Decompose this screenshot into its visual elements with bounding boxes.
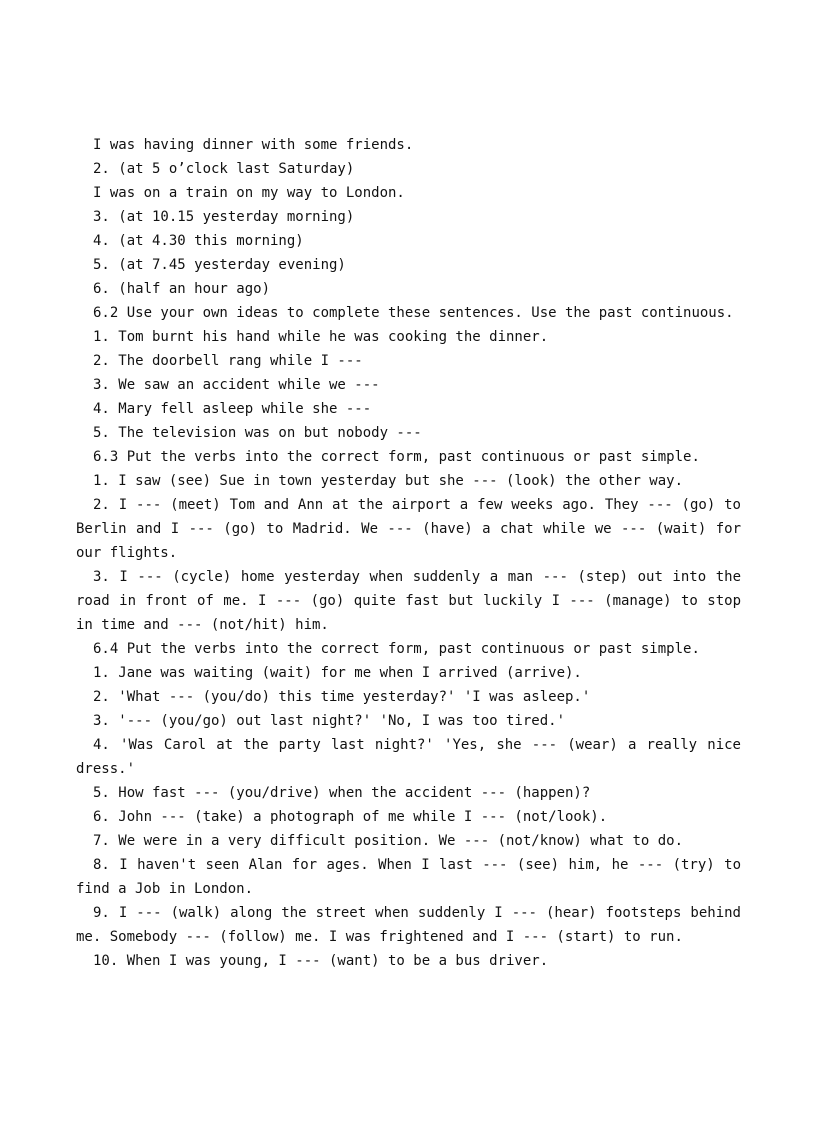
section-heading-6-4: 6.4 Put the verbs into the correct form, past continuous or past simple. [93,641,700,657]
exercise-item: 1. I saw (see) Sue in town yesterday but she --- (look) the other way. [93,473,684,489]
exercise-item: 3. (at 10.15 yesterday morning) [93,209,355,225]
exercise-item: 3. We saw an accident while we --- [93,377,380,393]
exercise-item: 5. The television was on but nobody --- [93,425,422,441]
answer-line: I was having dinner with some friends. [93,137,414,153]
exercise-item: 2. 'What --- (you/do) this time yesterday?' 'I was asleep.' [93,689,591,705]
exercise-item: 1. Jane was waiting (wait) for me when I arrived (arrive). [93,665,582,681]
answer-line: I was on a train on my way to London. [93,185,405,201]
exercise-item: 2. (at 5 o’clock last Saturday) [93,161,355,177]
exercise-text [76,133,741,973]
exercise-item: 5. How fast --- (you/drive) when the accident --- (happen)? [93,785,591,801]
exercise-item: 3. '--- (you/go) out last night?' 'No, I was too tired.' [93,713,566,729]
exercise-item: 5. (at 7.45 yesterday evening) [93,257,346,273]
exercise-item: 2. I --- (meet) Tom and Ann at the airport a few weeks ago. They --- (go) to Berlin and I --- (go) to Madrid. We --- (have) a chat while we --- (wait) for our flights. [76,497,741,561]
section-heading-6-2: 6.2 Use your own ideas to complete these sentences. Use the past continuous. [93,305,734,321]
exercise-item: 4. (at 4.30 this morning) [93,233,304,249]
exercise-item: 4. Mary fell asleep while she --- [93,401,372,417]
exercise-item: 2. The doorbell rang while I --- [93,353,363,369]
exercise-item: 8. I haven't seen Alan for ages. When I last --- (see) him, he --- (try) to find a Job in London. [76,857,741,897]
exercise-item: 7. We were in a very difficult position. We --- (not/know) what to do. [93,833,684,849]
exercise-item: 4. 'Was Carol at the party last night?' 'Yes, she --- (wear) a really nice dress.' [76,737,741,777]
exercise-item: 9. I --- (walk) along the street when suddenly I --- (hear) footsteps behind me. Somebody --- (follow) me. I was frightened and I --- (start) to run. [76,905,741,945]
section-heading-6-3: 6.3 Put the verbs into the correct form, past continuous or past simple. [93,449,700,465]
exercise-item: 6. John --- (take) a photograph of me while I --- (not/look). [93,809,608,825]
exercise-item: 6. (half an hour ago) [93,281,271,297]
exercise-item: 3. I --- (cycle) home yesterday when suddenly a man --- (step) out into the road in front of me. I --- (go) quite fast but luckily I --- (manage) to stop in time and --- (not/hit) him. [76,569,741,633]
exercise-item: 10. When I was young, I --- (want) to be a bus driver. [93,953,549,969]
exercise-item: 1. Tom burnt his hand while he was cooking the dinner. [93,329,549,345]
